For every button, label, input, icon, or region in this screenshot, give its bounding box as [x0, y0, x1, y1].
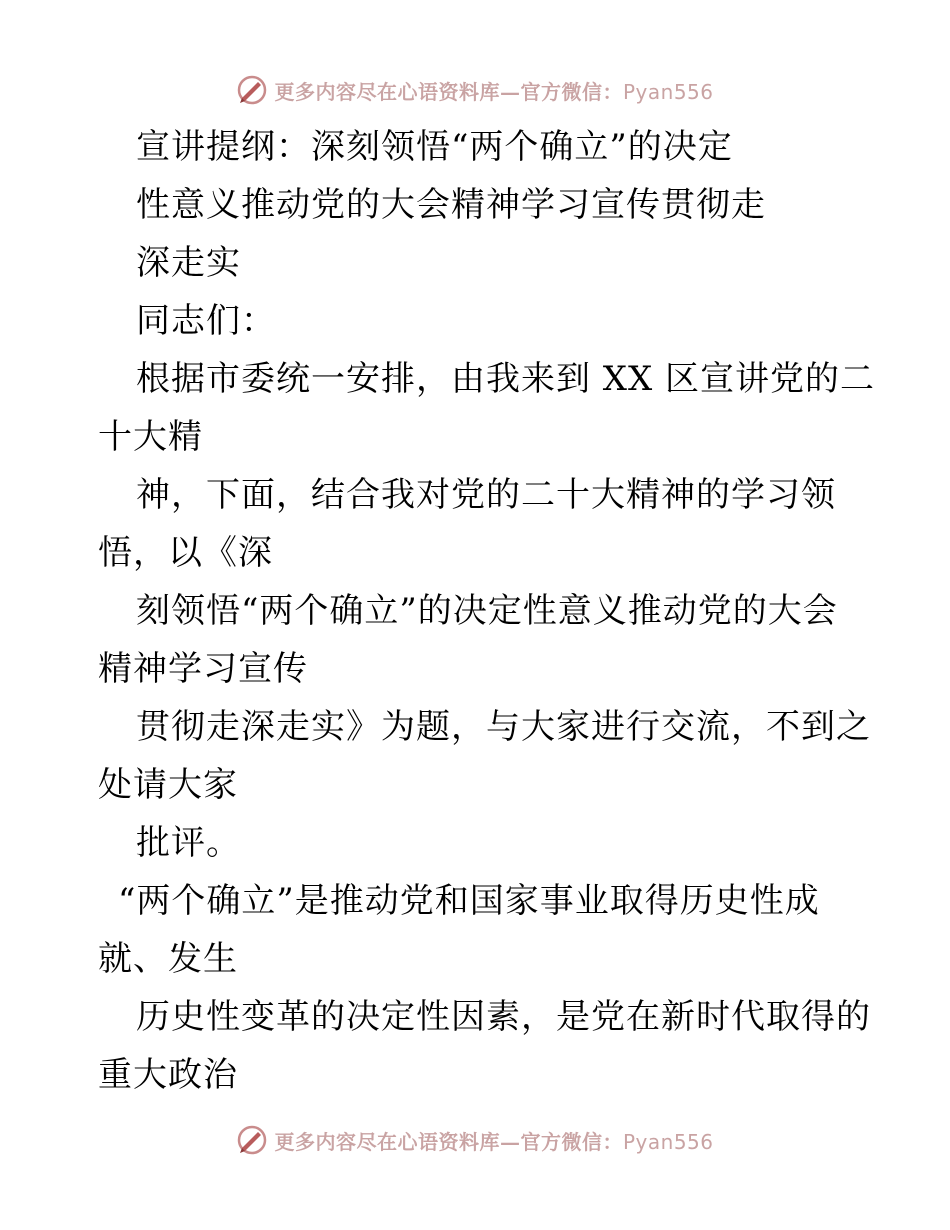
paragraph-line: 处请大家 [98, 765, 238, 805]
pen-logo-icon [236, 74, 268, 106]
paragraph-line: 根据市委统一安排，由我来到 XX 区宣讲党的二 [136, 359, 876, 399]
paragraph-line: 历史性变革的决定性因素，是党在新时代取得的 [136, 997, 871, 1037]
watermark-text: 更多内容尽在心语资料库—官方微信：Pyan556 [274, 1129, 714, 1154]
paragraph-line: 十大精 [98, 417, 203, 457]
paragraph-line: 刻领悟“两个确立”的决定性意义推动党的大会 [136, 591, 838, 631]
paragraph-line: 就、发生 [98, 939, 238, 979]
salutation: 同志们： [136, 301, 276, 341]
title-line-3: 深走实 [136, 243, 241, 283]
pen-logo-icon [236, 1124, 268, 1156]
watermark-text: 更多内容尽在心语资料库—官方微信：Pyan556 [274, 79, 714, 104]
title-line-2: 性意义推动党的大会精神学习宣传贯彻走 [136, 185, 766, 225]
paragraph-line: “两个确立”是推动党和国家事业取得历史性成 [118, 881, 820, 921]
paragraph-line: 批评。 [136, 823, 241, 863]
paragraph-line: 神，下面，结合我对党的二十大精神的学习领 [136, 475, 836, 515]
paragraph-line: 悟，以《深 [98, 533, 273, 573]
title-line-1: 宣讲提纲：深刻领悟“两个确立”的决定 [136, 127, 733, 167]
document-body [98, 118, 876, 1104]
paragraph-line: 重大政治 [98, 1055, 238, 1095]
paragraph-line: 贯彻走深走实》为题，与大家进行交流，不到之 [136, 707, 871, 747]
footer-watermark [0, 1120, 950, 1160]
paragraph-line: 精神学习宣传 [98, 649, 308, 689]
header-watermark [0, 70, 950, 110]
